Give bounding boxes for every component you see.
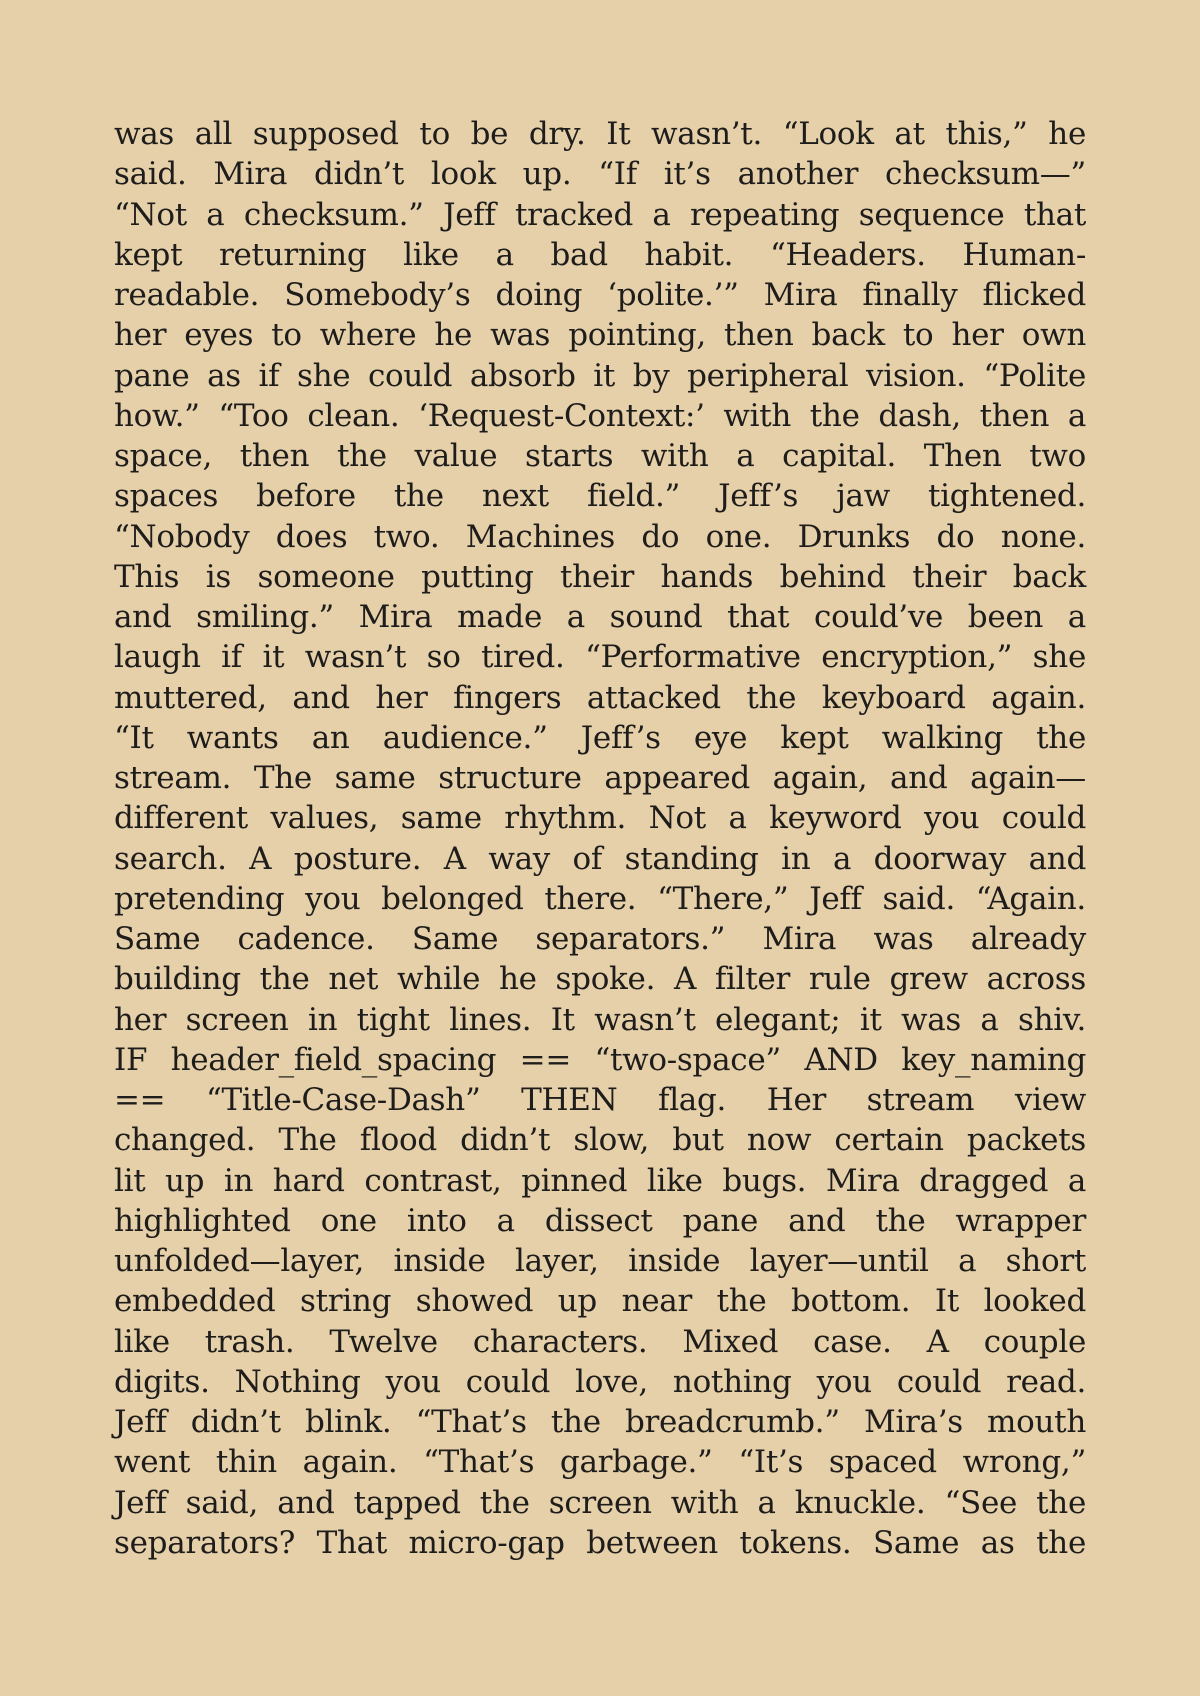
text-line: IF header_field_spacing == “two-space” AND key_naming [114,1041,1086,1078]
text-line: kept returning like a bad habit. “Headers. Human- [114,236,1086,273]
text-line: Jeff didn’t blink. “That’s the breadcrumb.” Mira’s mouth [114,1404,1086,1440]
text-line: went thin again. “That’s garbage.” “It’s spaced wrong,” [114,1444,1086,1481]
text-line: Jeff said, and tapped the screen with a knuckle. “See the [114,1484,1086,1521]
text-line: pane as if she could absorb it by peripheral vision. “Polite [114,357,1086,394]
text-line: was all supposed to be dry. It wasn’t. “Look at this,” he [114,116,1086,152]
text-line: laugh if it wasn’t so tired. “Performative encryption,” she [114,639,1086,676]
text-line: stream. The same structure appeared again, and again— [114,760,1086,796]
text-line: unfolded—layer, inside layer, inside layer—until a short [114,1243,1086,1279]
text-line: == “Title-Case-Dash” THEN flag. Her stream view [114,1082,1086,1118]
text-line: her eyes to where he was pointing, then back to her own [114,317,1086,354]
text-line: “Nobody does two. Machines do one. Drunks do none. [114,518,1086,555]
text-line: “It wants an audience.” Jeff’s eye kept walking the [114,719,1086,756]
text-line: muttered, and her fingers attacked the keyboard again. [114,679,1086,716]
text-line: “Not a checksum.” Jeff tracked a repeating sequence that [114,196,1086,233]
text-line: search. A posture. A way of standing in a doorway and [114,840,1086,877]
text-line: space, then the value starts with a capital. Then two [114,438,1086,474]
body-text [114,114,1086,1563]
text-line: changed. The flood didn’t slow, but now certain packets [114,1122,1086,1159]
text-line: and smiling.” Mira made a sound that could’ve been a [114,599,1086,635]
text-line: digits. Nothing you could love, nothing you could read. [114,1363,1086,1400]
text-line: This is someone putting their hands behind their back [114,558,1086,595]
text-line: her screen in tight lines. It wasn’t elegant; it was a shiv. [114,1001,1086,1038]
text-line: spaces before the next field.” Jeff’s jaw tightened. [114,478,1086,515]
text-line: different values, same rhythm. Not a keyword you could [114,800,1086,837]
text-line: building the net while he spoke. A filter rule grew across [114,961,1086,998]
text-line: pretending you belonged there. “There,” Jeff said. “Again. [114,880,1086,917]
text-line: Same cadence. Same separators.” Mira was already [114,921,1086,957]
text-line: lit up in hard contrast, pinned like bugs. Mira dragged a [114,1162,1086,1199]
text-line: highlighted one into a dissect pane and the wrapper [114,1202,1086,1239]
text-line: embedded string showed up near the bottom. It looked [114,1283,1086,1320]
text-line: readable. Somebody’s doing ‘polite.’” Mira finally flicked [114,277,1086,313]
text-line: said. Mira didn’t look up. “If it’s another checksum—” [114,156,1086,193]
text-line: how.” “Too clean. ‘Request-Context:’ with the dash, then a [114,397,1086,434]
text-line: separators? That micro-gap between tokens. Same as the [114,1524,1086,1561]
text-line: like trash. Twelve characters. Mixed case. A couple [114,1323,1086,1360]
